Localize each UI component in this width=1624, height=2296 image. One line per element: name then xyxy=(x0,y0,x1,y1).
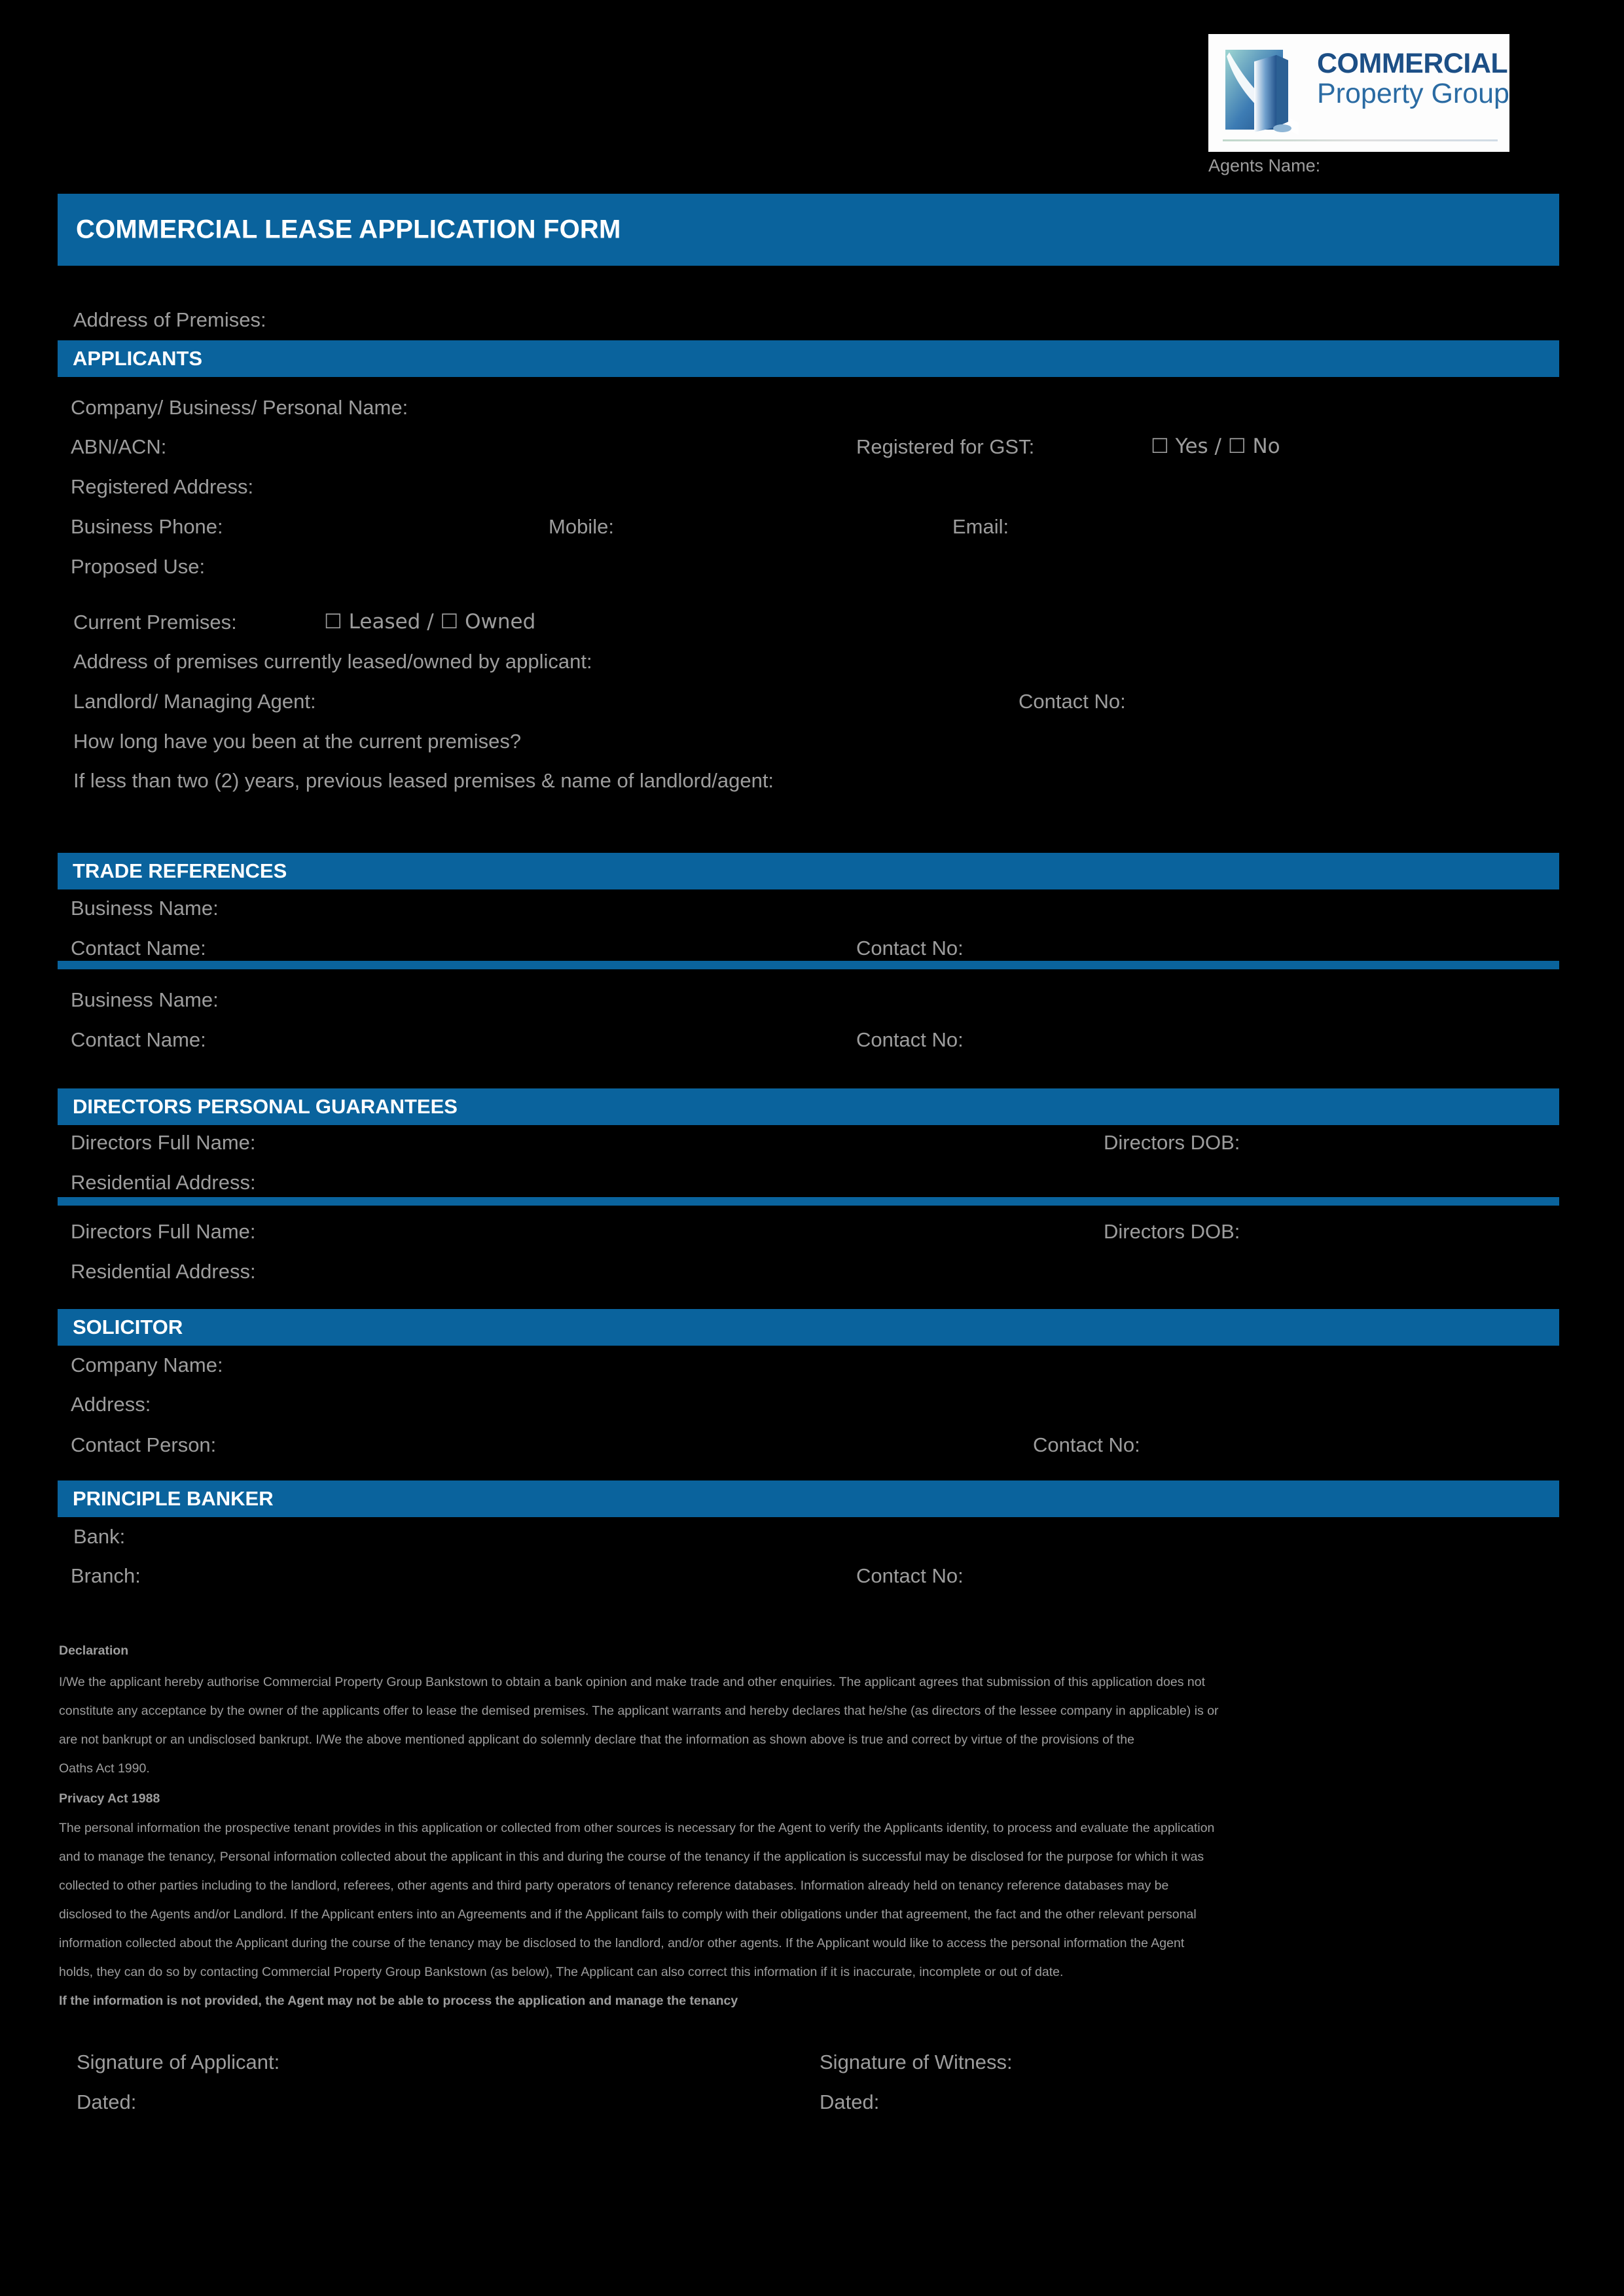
branch-label: Branch: xyxy=(71,1564,141,1587)
declaration-heading: Declaration xyxy=(59,1643,129,1658)
current-premises-checkbox-options[interactable]: ☐ Leased / ☐ Owned xyxy=(324,610,536,634)
logo-underline xyxy=(1223,139,1498,141)
director-2-dob-label: Directors DOB: xyxy=(1104,1220,1240,1243)
applicant-dated-label: Dated: xyxy=(77,2090,137,2113)
trade-ref-2-contact-no-label: Contact No: xyxy=(856,1028,964,1051)
trade-ref-1-business-name-label: Business Name: xyxy=(71,897,219,920)
privacy-line-3: collected to other parties including to the landlord, referees, other agents and third party operators of tenancy reference databases. Information already held on tenancy reference databases may be xyxy=(59,1878,1169,1893)
director-2-residential-address-label: Residential Address: xyxy=(71,1260,256,1283)
company-business-personal-name-label: Company/ Business/ Personal Name: xyxy=(71,396,408,419)
section-title-banker: PRINCIPLE BANKER xyxy=(73,1487,274,1510)
solicitor-contact-person-label: Contact Person: xyxy=(71,1433,217,1456)
trade-ref-1-contact-no-label: Contact No: xyxy=(856,937,964,960)
declaration-line-3: are not bankrupt or an undisclosed bankrupt. I/We the above mentioned applicant do solemnly declare that the information as shown above is true and correct by virtue of the provisions of the xyxy=(59,1732,1134,1747)
form-title-banner xyxy=(58,194,1559,266)
privacy-act-heading: Privacy Act 1988 xyxy=(59,1791,160,1806)
declaration-line-1: I/We the applicant hereby authorise Commercial Property Group Bankstown to obtain a bank opinion and make trade and other enquiries. The applicant agrees that submission of this application does not xyxy=(59,1675,1205,1689)
section-header-directors xyxy=(58,1088,1559,1125)
how-long-at-current-premises-label: How long have you been at the current premises? xyxy=(73,730,522,753)
witness-dated-label: Dated: xyxy=(820,2090,880,2113)
bank-label: Bank: xyxy=(73,1525,126,1548)
current-premises-label: Current Premises: xyxy=(73,611,237,634)
section-header-trade-references xyxy=(58,853,1559,889)
section-title-applicants: APPLICANTS xyxy=(73,347,203,370)
section-header-solicitor xyxy=(58,1309,1559,1346)
directors-divider xyxy=(58,1197,1559,1206)
signature-of-witness-label: Signature of Witness: xyxy=(820,2051,1013,2073)
company-logo xyxy=(1208,34,1509,152)
trade-ref-2-business-name-label: Business Name: xyxy=(71,988,219,1011)
current-premises-address-label: Address of premises currently leased/owned by applicant: xyxy=(73,650,592,673)
mobile-label: Mobile: xyxy=(549,515,614,538)
solicitor-contact-no-label: Contact No: xyxy=(1033,1433,1140,1456)
registered-address-label: Registered Address: xyxy=(71,475,254,498)
registered-for-gst-label: Registered for GST: xyxy=(856,435,1035,458)
signature-of-applicant-label: Signature of Applicant: xyxy=(77,2051,280,2073)
privacy-line-6: holds, they can do so by contacting Commercial Property Group Bankstown (as below), The Applicant can also correct this information if it is inaccurate, incomplete or out of date. xyxy=(59,1965,1064,1979)
proposed-use-label: Proposed Use: xyxy=(71,555,206,578)
solicitor-address-label: Address: xyxy=(71,1393,151,1416)
landlord-contact-no-label: Contact No: xyxy=(1019,690,1126,713)
trade-ref-2-contact-name-label: Contact Name: xyxy=(71,1028,206,1051)
director-2-full-name-label: Directors Full Name: xyxy=(71,1220,256,1243)
section-title-directors: DIRECTORS PERSONAL GUARANTEES xyxy=(73,1095,458,1118)
section-title-trade-references: TRADE REFERENCES xyxy=(73,859,287,882)
logo-line-commercial: COMMERCIAL xyxy=(1317,48,1508,79)
logo-line-property-group: Property Group xyxy=(1317,78,1509,109)
trade-references-divider xyxy=(58,961,1559,969)
privacy-line-2: and to manage the tenancy, Personal information collected about the applicant in this and during the course of the tenancy if the application is successful may be disclosed for the purpose for which it was xyxy=(59,1850,1204,1864)
solicitor-company-name-label: Company Name: xyxy=(71,1354,223,1376)
business-phone-label: Business Phone: xyxy=(71,515,223,538)
email-label: Email: xyxy=(952,515,1009,538)
trade-ref-1-contact-name-label: Contact Name: xyxy=(71,937,206,960)
section-title-solicitor: SOLICITOR xyxy=(73,1316,183,1338)
declaration-line-2: constitute any acceptance by the owner of the applicants offer to lease the demised premises. The applicant warrants and hereby declares that he/she (as directors of the lessee company in applicable) is or xyxy=(59,1704,1219,1718)
abn-acn-label: ABN/ACN: xyxy=(71,435,167,458)
privacy-line-5: information collected about the Applicant during the course of the tenancy may be disclosed to the landlord, and/or other agents. If the Applicant would like to access the personal information the Agent xyxy=(59,1936,1185,1950)
agents-name-label: Agents Name: xyxy=(1208,156,1321,175)
banker-contact-no-label: Contact No: xyxy=(856,1564,964,1587)
address-of-premises-label: Address of Premises: xyxy=(73,308,266,331)
logo-wordmark xyxy=(1317,50,1507,109)
section-header-banker xyxy=(58,1480,1559,1517)
privacy-line-4: disclosed to the Agents and/or Landlord. If the Applicant enters into an Agreements and if the Applicant fails to comply with their obligations under that agreement, the fact and the other relevant personal xyxy=(59,1907,1197,1922)
landlord-managing-agent-label: Landlord/ Managing Agent: xyxy=(73,690,316,713)
page-title: COMMERCIAL LEASE APPLICATION FORM xyxy=(76,215,621,244)
director-1-full-name-label: Directors Full Name: xyxy=(71,1131,256,1154)
declaration-line-4: Oaths Act 1990. xyxy=(59,1761,150,1776)
building-logo-icon xyxy=(1220,43,1318,143)
director-1-residential-address-label: Residential Address: xyxy=(71,1171,256,1194)
section-header-applicants xyxy=(58,340,1559,377)
previous-leased-premises-label: If less than two (2) years, previous leased premises & name of landlord/agent: xyxy=(73,769,774,792)
director-1-dob-label: Directors DOB: xyxy=(1104,1131,1240,1154)
gst-checkbox-options[interactable]: ☐ Yes / ☐ No xyxy=(1151,435,1280,458)
privacy-footer-note: If the information is not provided, the Agent may not be able to process the application and manage the tenancy xyxy=(59,1994,738,2008)
privacy-line-1: The personal information the prospective tenant provides in this application or collected from other sources is necessary for the Agent to verify the Applicants identity, to process and evaluate the application xyxy=(59,1821,1215,1835)
